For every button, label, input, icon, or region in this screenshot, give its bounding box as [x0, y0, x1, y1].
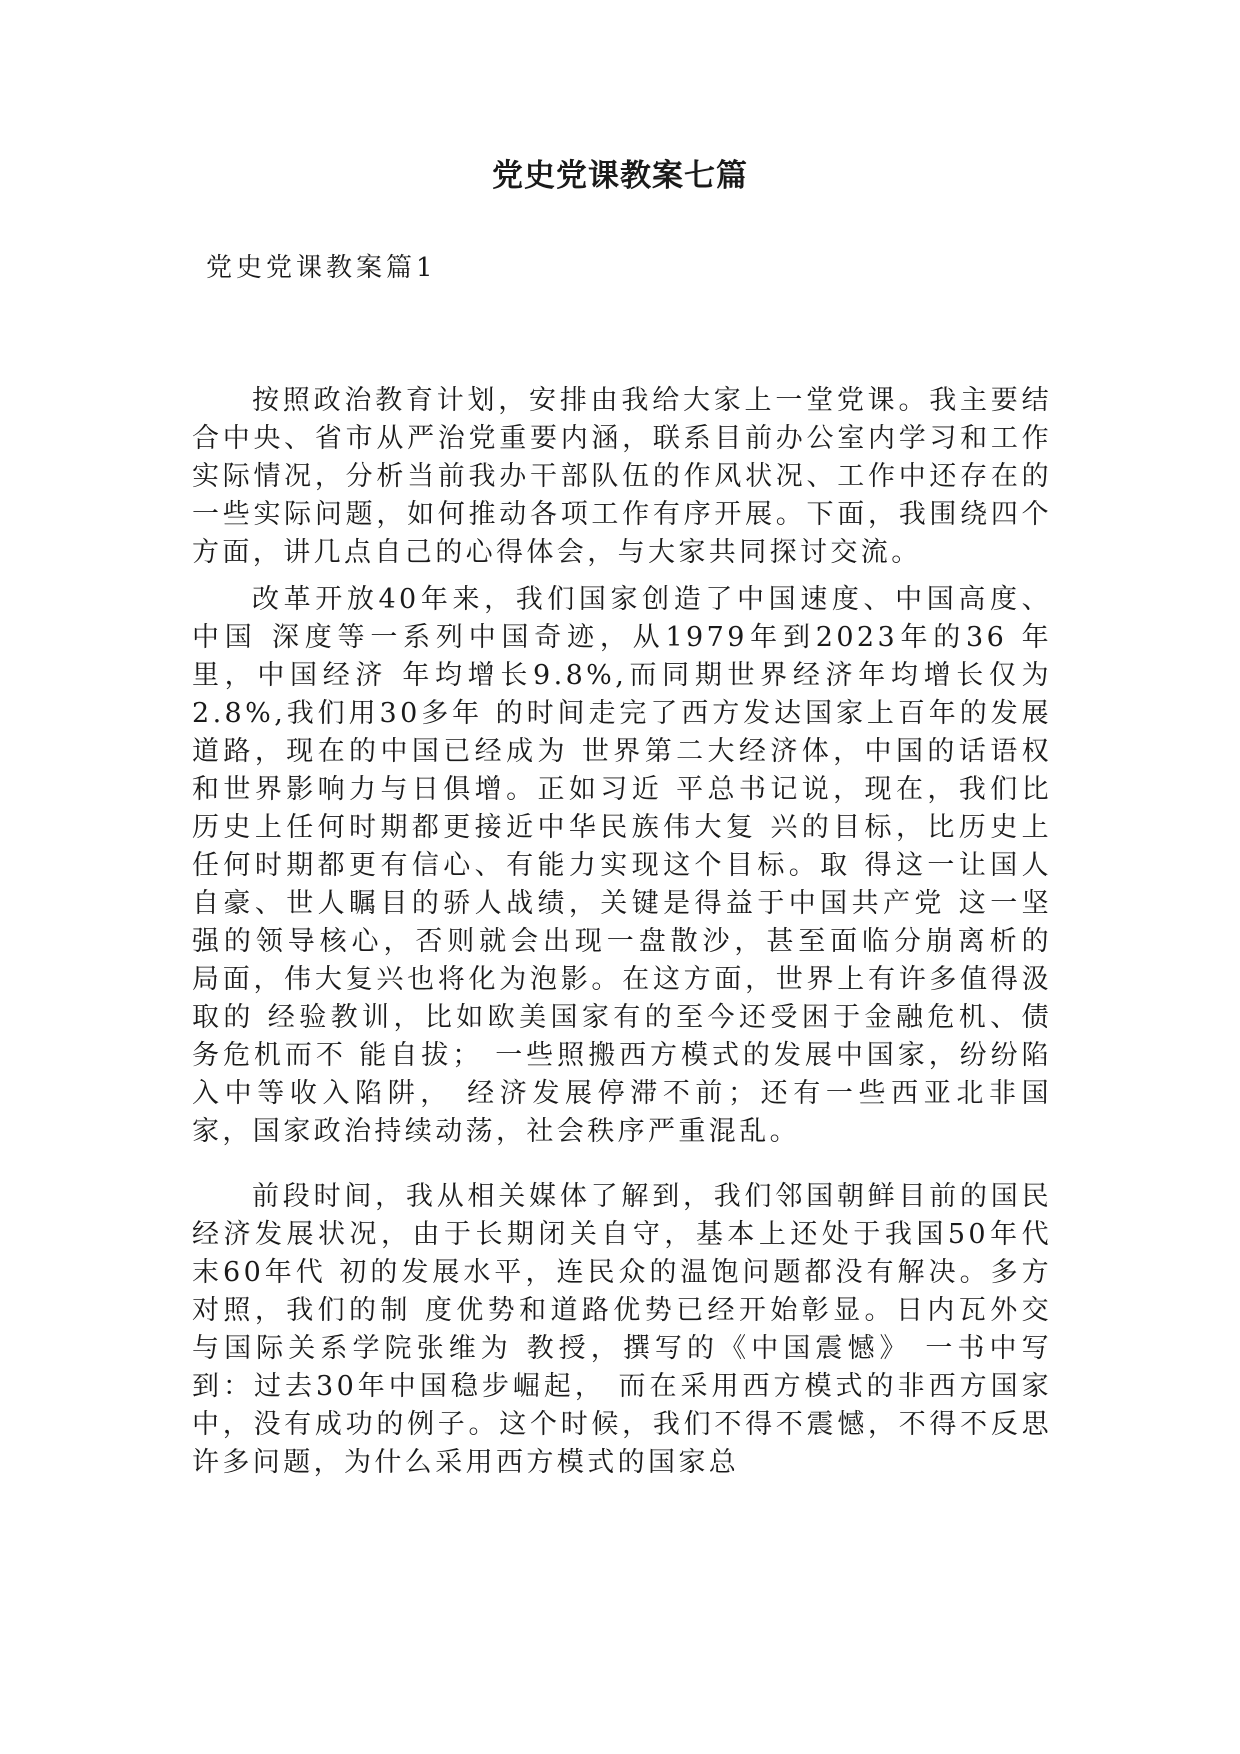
paragraph-3: 前段时间，我从相关媒体了解到，我们邻国朝鲜目前的国民经济发展状况，由于长期闭关自守，基本上还处于我国50年代末60年代 初的发展水平，连民众的温饱问题都没有解决。多方对照，我们的制 度优势和道路优势已经开始彰显。日内瓦外交与国际关系学院张维为 教授，撰写的《中国震憾》 一书中写到：过去30年中国稳步崛起， 而在采用西方模式的非西方国家中，没有成功的例子。这个时候，我们不得不震憾，不得不反思许多问题，为什么采用西方模式的国家总: [192, 1181, 1052, 1478]
paragraph-2: 改革开放40年来，我们国家创造了中国速度、中国高度、中国 深度等一系列中国奇迹，从1979年到2023年的36 年里，中国经济 年均增长9.8%,而同期世界经济年均增长仅为2.8%,我们用30多年 的时间走完了西方发达国家上百年的发展道路，现在的中国已经成为 世界第二大经济体，中国的话语权和世界影响力与日俱增。正如习近 平总书记说，现在，我们比历史上任何时期都更接近中华民族伟大复 兴的目标，比历史上任何时期都更有信心、有能力实现这个目标。取 得这一让国人自豪、世人瞩目的骄人战绩，关键是得益于中国共产党 这一坚强的领导核心，否则就会出现一盘散沙，甚至面临分崩离析的 局面，伟大复兴也将化为泡影。在这方面，世界上有许多值得汲取的 经验教训，比如欧美国家有的至今还受困于金融危机、债务危机而不 能自拔； 一些照搬西方模式的发展中国家，纷纷陷入中等收入陷阱， 经济发展停滞不前；还有一些西亚北非国家，国家政治持续动荡，社会秩序严重混乱。: [192, 584, 1052, 1147]
section-heading: 党史党课教案篇1: [206, 253, 437, 283]
paragraph-1: 按照政治教育计划，安排由我给大家上一堂党课。我主要结合中央、省市从严治党重要内涵，联系目前办公室内学习和工作实际情况，分析当前我办干部队伍的作风状况、工作中还存在的一些实际问题，如何推动各项工作有序开展。下面，我围绕四个方面，讲几点自己的心得体会，与大家共同探讨交流。: [192, 385, 1052, 568]
document-title: 党史党课教案七篇: [492, 158, 748, 194]
